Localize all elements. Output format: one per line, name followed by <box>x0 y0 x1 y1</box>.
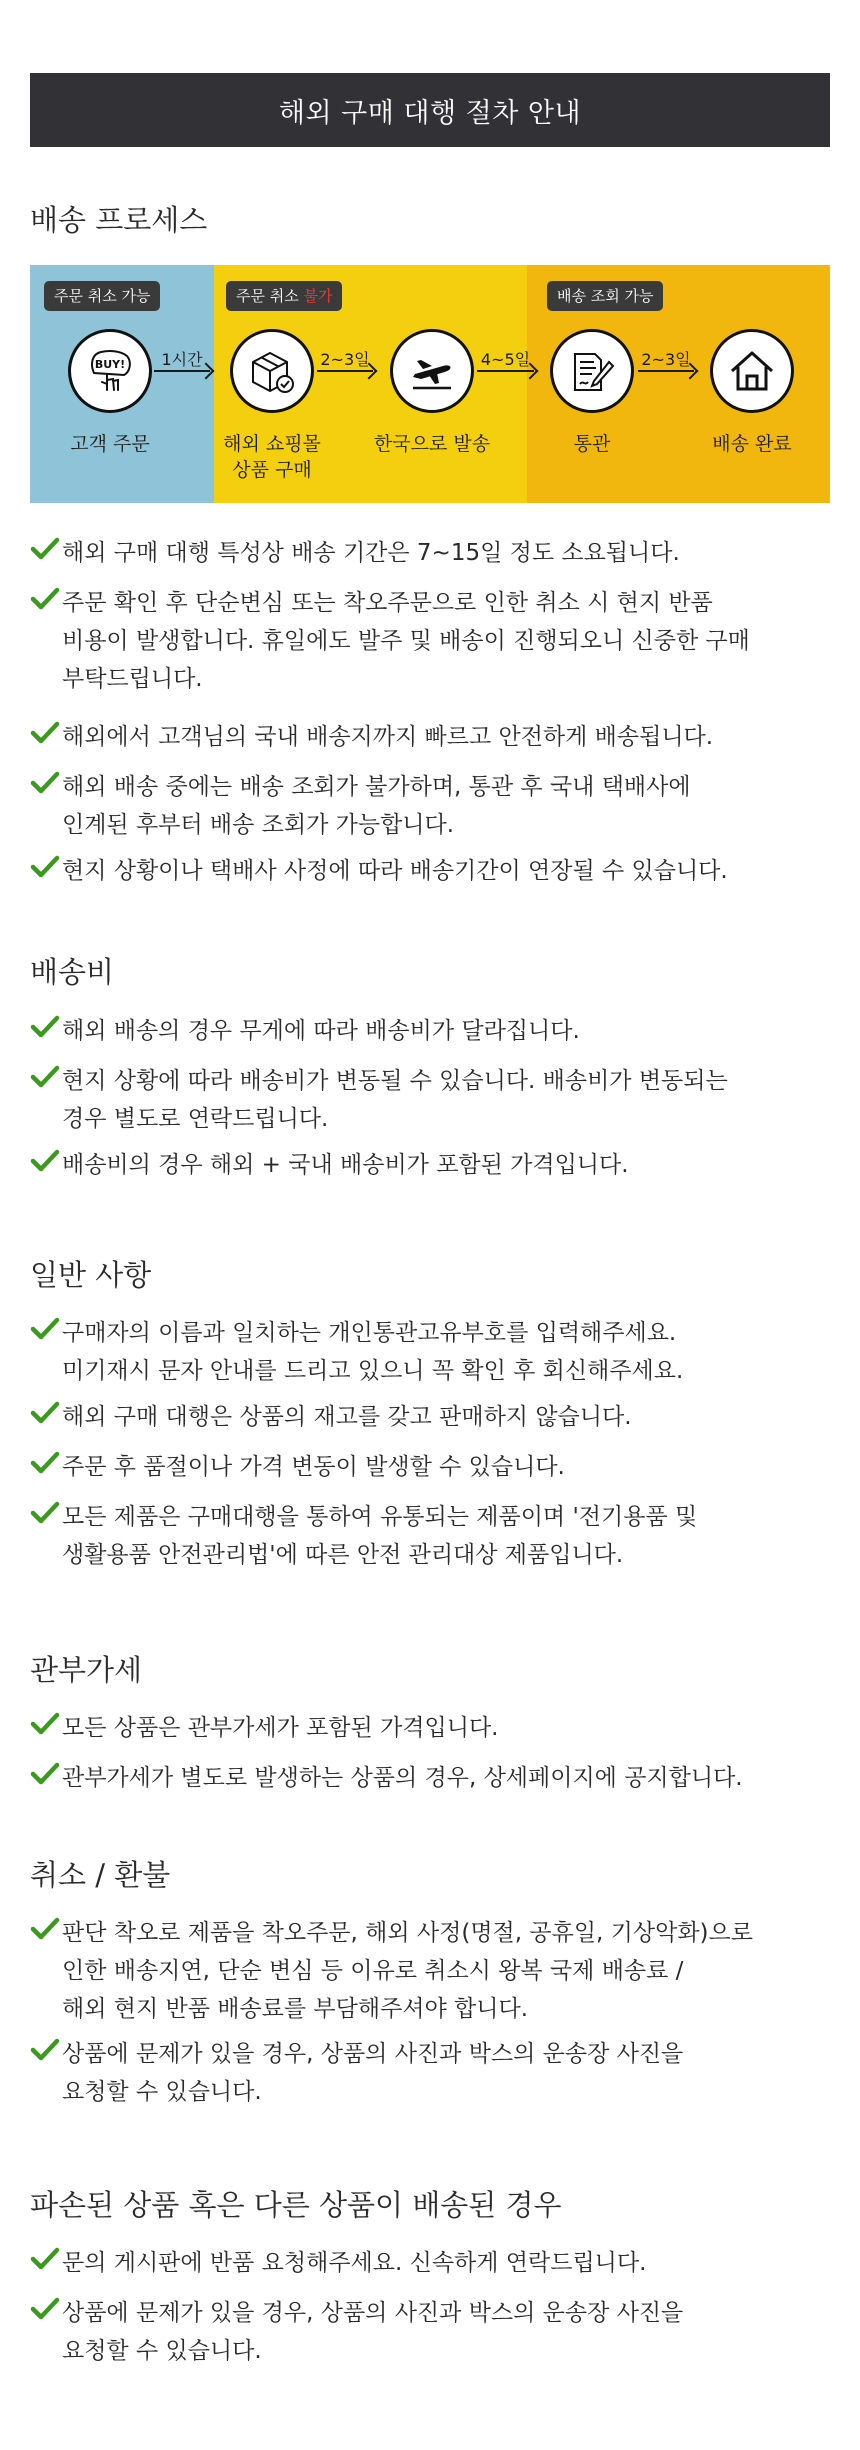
delivery-note-text <box>62 584 750 698</box>
customs-note <box>30 1709 820 1747</box>
check-icon <box>30 1759 62 1791</box>
section-title-damaged: 파손된 상품 혹은 다른 상품이 배송된 경우 <box>30 2188 562 2222</box>
check-icon <box>30 1398 62 1430</box>
step-node-delivered <box>710 329 794 413</box>
check-icon <box>30 1062 62 1094</box>
damaged-note <box>30 2294 820 2370</box>
check-icon <box>30 852 62 884</box>
svg-text:BUY!: BUY! <box>94 358 126 371</box>
damaged-note-line: 상품에 문제가 있을 경우, 상품의 사진과 박스의 운송장 사진을 <box>62 2300 684 2326</box>
damaged-note-line: 문의 게시판에 반품 요청해주세요. 신속하게 연락드립니다. <box>62 2250 647 2276</box>
shipping-fee-note <box>30 1146 820 1184</box>
arrow-2 <box>317 370 373 372</box>
buy-hand-icon <box>83 344 137 398</box>
step-label-ship-to-korea: 한국으로 발송 <box>373 433 491 455</box>
cancel-note-line: 해외 현지 반품 배송료를 부담해주셔야 합니다. <box>62 1996 529 2022</box>
arrow-1 <box>154 370 210 372</box>
customs-note-line: 관부가세가 별도로 발생하는 상품의 경우, 상세페이지에 공지합니다. <box>62 1765 743 1791</box>
check-icon <box>30 2035 62 2067</box>
check-icon <box>30 768 62 800</box>
cancel-note-line: 판단 착오로 제품을 착오주문, 해외 사정(명절, 공휴일, 기상악화)으로 <box>62 1920 753 1946</box>
general-note-text <box>62 1448 565 1486</box>
shipping-fee-note-line: 배송비의 경우 해외 + 국내 배송비가 포함된 가격입니다. <box>62 1152 629 1178</box>
shipping-fee-note-line: 경우 별도로 연락드립니다. <box>62 1106 329 1132</box>
process-flow <box>30 265 830 503</box>
section-title-customs: 관부가세 <box>30 1653 143 1687</box>
check-icon <box>30 1314 62 1346</box>
step-label-order: 고객 주문 <box>70 433 150 455</box>
general-note <box>30 1448 820 1486</box>
cancel-note <box>30 2035 820 2111</box>
duration-2: 2~3일 <box>320 350 370 369</box>
delivery-note <box>30 852 820 890</box>
duration-4: 2~3일 <box>641 350 691 369</box>
general-note <box>30 1398 820 1436</box>
section-title-delivery-process: 배송 프로세스 <box>30 203 208 237</box>
section-title-shipping-fee: 배송비 <box>30 955 115 989</box>
arrow-4 <box>638 370 694 372</box>
general-note-line: 생활용품 안전관리법'에 따른 안전 관리대상 제품입니다. <box>62 1542 624 1568</box>
damaged-note-line: 요청할 수 있습니다. <box>62 2338 262 2364</box>
tag-impossible-word: 불가 <box>303 287 333 305</box>
damaged-note-text <box>62 2294 683 2370</box>
delivery-note-text <box>62 718 713 756</box>
delivery-note <box>30 718 820 756</box>
damaged-note-text <box>62 2244 646 2282</box>
shipping-fee-note-text <box>62 1012 580 1050</box>
delivery-note-text <box>62 852 728 890</box>
delivery-note <box>30 768 820 844</box>
check-icon <box>30 2244 62 2276</box>
tag-prefix: 주문 취소 <box>236 287 304 305</box>
customs-note-text <box>62 1759 743 1797</box>
general-note-text <box>62 1498 697 1574</box>
shipping-fee-note-text <box>62 1146 629 1184</box>
general-note-line: 모든 제품은 구매대행을 통하여 유통되는 제품이며 '전기용품 및 <box>62 1504 698 1530</box>
delivery-note-line: 부탁드립니다. <box>62 666 203 692</box>
customs-note <box>30 1759 820 1797</box>
delivery-note-line: 해외 구매 대행 특성상 배송 기간은 7~15일 정도 소요됩니다. <box>62 540 680 566</box>
delivery-note-line: 현지 상황이나 택배사 사정에 따라 배송기간이 연장될 수 있습니다. <box>62 858 728 884</box>
cancel-note-line: 상품에 문제가 있을 경우, 상품의 사진과 박스의 운송장 사진을 <box>62 2041 684 2067</box>
general-note-line: 해외 구매 대행은 상품의 재고를 갖고 판매하지 않습니다. <box>62 1404 632 1430</box>
page-title: 해외 구매 대행 절차 안내 <box>278 97 582 129</box>
home-icon <box>725 344 779 398</box>
damaged-note <box>30 2244 820 2282</box>
cancel-note-text <box>62 2035 683 2111</box>
cancel-note-line: 요청할 수 있습니다. <box>62 2079 262 2105</box>
section-title-general: 일반 사항 <box>30 1258 152 1292</box>
customs-note-text <box>62 1709 498 1747</box>
check-icon <box>30 1498 62 1530</box>
box-check-icon <box>245 344 299 398</box>
delivery-note-line: 해외에서 고객님의 국내 배송지까지 빠르고 안전하게 배송됩니다. <box>62 724 714 750</box>
delivery-note-text <box>62 534 680 572</box>
document-pen-icon <box>565 344 619 398</box>
step-node-ship-to-korea <box>390 329 474 413</box>
cancel-note <box>30 1914 820 2028</box>
shipping-fee-note <box>30 1062 820 1138</box>
shipping-fee-note-line: 해외 배송의 경우 무게에 따라 배송비가 달라집니다. <box>62 1018 580 1044</box>
check-icon <box>30 1448 62 1480</box>
delivery-note-line: 비용이 발생합니다. 휴일에도 발주 및 배송이 진행되오니 신중한 구매 <box>62 628 750 654</box>
duration-1: 1시간 <box>161 350 203 369</box>
delivery-note-line: 해외 배송 중에는 배송 조회가 불가하며, 통관 후 국내 택배사에 <box>62 774 691 800</box>
cancel-note-line: 인한 배송지연, 단순 변심 등 이유로 취소시 왕복 국제 배송료 / <box>62 1958 684 1984</box>
arrow-3 <box>477 370 534 372</box>
step-label-purchase-line1: 해외 쇼핑몰 <box>223 433 321 455</box>
delivery-note-line: 인계된 후부터 배송 조회가 가능합니다. <box>62 812 455 838</box>
tag-order-cancel-impossible <box>226 281 342 311</box>
general-note-line: 주문 후 품절이나 가격 변동이 발생할 수 있습니다. <box>62 1454 565 1480</box>
general-note-text <box>62 1398 632 1436</box>
step-node-purchase <box>230 329 314 413</box>
step-label-purchase <box>192 431 352 483</box>
step-label-delivered: 배송 완료 <box>712 433 792 455</box>
airplane-icon <box>405 344 459 398</box>
delivery-note-text <box>62 768 691 844</box>
shipping-fee-note <box>30 1012 820 1050</box>
tag-tracking-possible: 배송 조회 가능 <box>547 281 663 311</box>
section-title-cancel-refund: 취소 / 환불 <box>30 1858 171 1892</box>
check-icon <box>30 584 62 616</box>
check-icon <box>30 1709 62 1741</box>
delivery-note <box>30 534 820 572</box>
step-label-purchase-line2: 상품 구매 <box>232 459 312 481</box>
step-node-order <box>68 329 152 413</box>
check-icon <box>30 1146 62 1178</box>
check-icon <box>30 718 62 750</box>
shipping-fee-note-text <box>62 1062 728 1138</box>
general-note <box>30 1314 820 1390</box>
general-note-line: 미기재시 문자 안내를 드리고 있으니 꼭 확인 후 회신해주세요. <box>62 1358 684 1384</box>
tag-order-cancel-possible: 주문 취소 가능 <box>44 281 160 311</box>
delivery-note <box>30 584 820 698</box>
shipping-fee-note-line: 현지 상황에 따라 배송비가 변동될 수 있습니다. 배송비가 변동되는 <box>62 1068 728 1094</box>
header-banner <box>30 73 830 147</box>
step-node-customs <box>550 329 634 413</box>
check-icon <box>30 1914 62 1946</box>
cancel-note-text <box>62 1914 753 2028</box>
duration-3: 4~5일 <box>480 350 531 369</box>
customs-note-line: 모든 상품은 관부가세가 포함된 가격입니다. <box>62 1715 499 1741</box>
check-icon <box>30 1012 62 1044</box>
check-icon <box>30 2294 62 2326</box>
delivery-note-line: 주문 확인 후 단순변심 또는 착오주문으로 인한 취소 시 현지 반품 <box>62 590 713 616</box>
general-note <box>30 1498 820 1574</box>
check-icon <box>30 534 62 566</box>
general-note-text <box>62 1314 683 1390</box>
step-label-customs: 통관 <box>573 433 611 455</box>
general-note-line: 구매자의 이름과 일치하는 개인통관고유부호를 입력해주세요. <box>62 1320 677 1346</box>
